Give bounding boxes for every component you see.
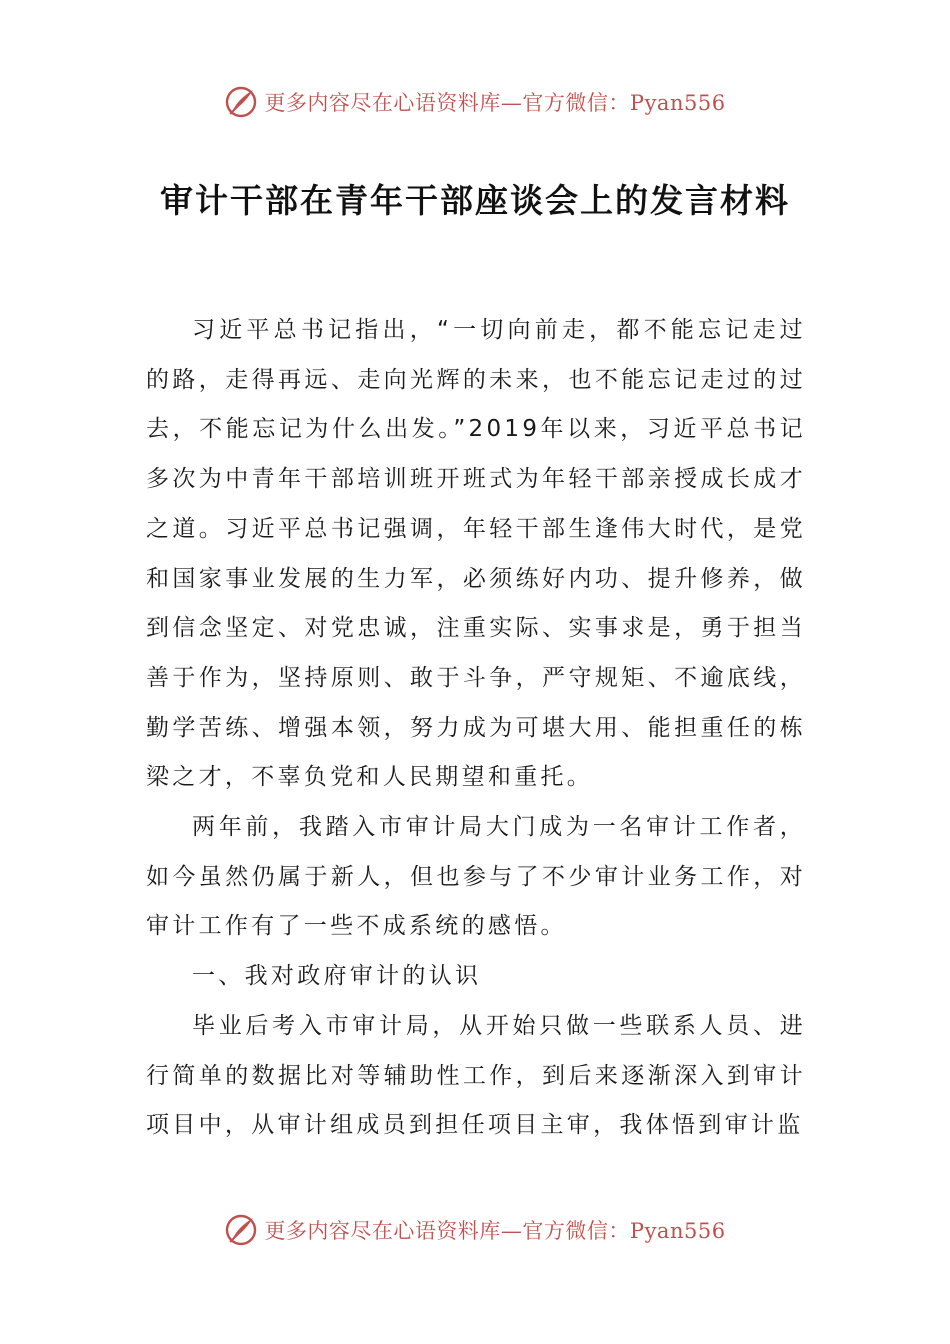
- document-title: 审计干部在青年干部座谈会上的发言材料: [160, 181, 790, 220]
- paragraph-1: 习近平总书记指出，“一切向前走，都不能忘记走过的路，走得再远、走向光辉的未来，也不能忘记走过的过去，不能忘记为什么出发。”2019年以来，习近平总书记多次为中青年干部培训班开班式为年轻干部亲授成长成才之道。习近平总书记强调，年轻干部生逢伟大时代，是党和国家事业发展的生力军，必须练好内功、提升修养，做到信念坚定、对党忠诚，注重实际、实事求是，勇于担当善于作为，坚持原则、敢于斗争，严守规矩、不逾底线，勤学苦练、增强本领，努力成为可堪大用、能担重任的栋梁之才，不辜负党和人民期望和重托。: [146, 317, 806, 791]
- header-watermark-text: 更多内容尽在心语资料库—官方微信：Pyan556: [264, 91, 726, 115]
- footer-watermark-banner: [0, 1210, 950, 1250]
- header-watermark-banner: [0, 82, 950, 122]
- paragraph-3: 毕业后考入市审计局，从开始只做一些联系人员、进行简单的数据比对等辅助性工作，到后来逐渐深入到审计项目中，从审计组成员到担任项目主审，我体悟到审计监: [146, 1012, 806, 1139]
- section-heading-1: 一、我对政府审计的认识: [192, 963, 482, 990]
- paragraph-2: 两年前，我踏入市审计局大门成为一名审计工作者，如今虽然仍属于新人，但也参与了不少审计业务工作，对审计工作有了一些不成系统的感悟。: [146, 814, 806, 940]
- document-body: [146, 306, 806, 1151]
- feather-pen-circle-icon: [224, 85, 258, 119]
- feather-pen-circle-icon: [224, 1213, 258, 1247]
- footer-watermark-text: 更多内容尽在心语资料库—官方微信：Pyan556: [264, 1219, 726, 1243]
